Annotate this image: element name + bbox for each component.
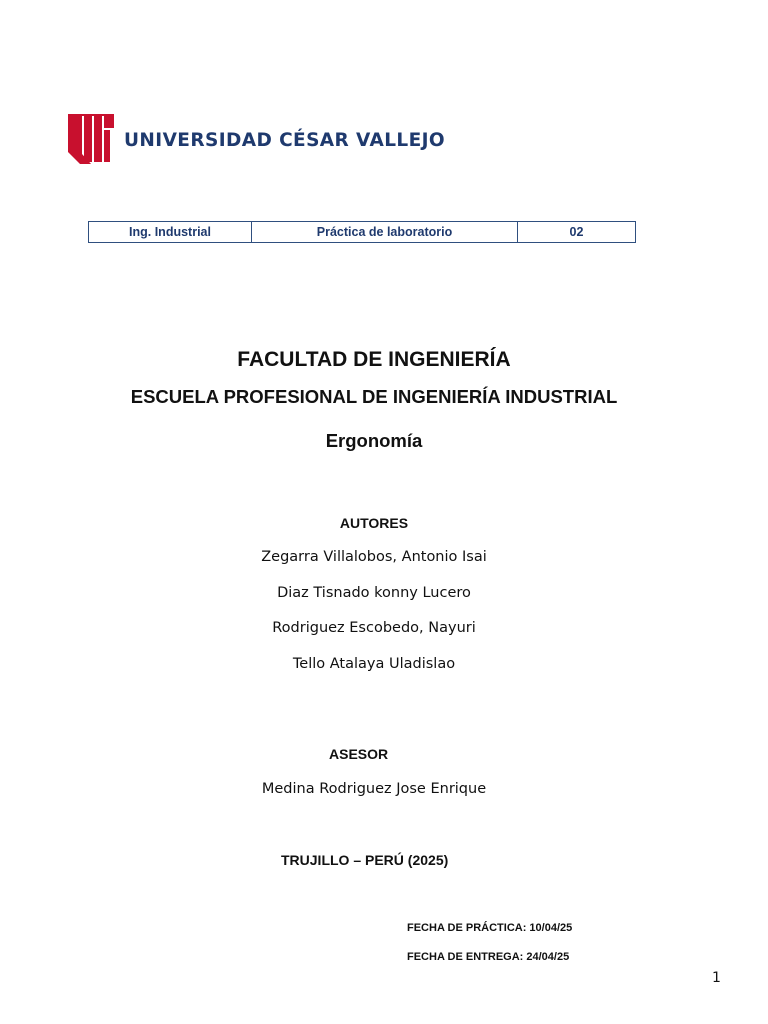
ucv-emblem-icon xyxy=(68,114,114,166)
advisor-heading: ASESOR xyxy=(329,746,389,762)
page-number: 1 xyxy=(712,970,721,986)
school-title: ESCUELA PROFESIONAL DE INGENIERÍA INDUSTRIAL xyxy=(130,386,618,407)
course-title: Ergonomía xyxy=(325,430,423,451)
university-logo xyxy=(68,114,446,168)
author-name: Zegarra Villalobos, Antonio Isai xyxy=(261,549,487,565)
career-cell: Ing. Industrial xyxy=(89,222,252,242)
info-table xyxy=(88,221,636,243)
practice-number-cell: 02 xyxy=(569,225,584,239)
faculty-title: FACULTAD DE INGENIERÍA xyxy=(237,348,511,371)
activity-cell: Práctica de laboratorio xyxy=(252,222,518,242)
advisor-name: Medina Rodriguez Jose Enrique xyxy=(261,781,487,797)
author-name: Rodriguez Escobedo, Nayuri xyxy=(272,620,476,636)
authors-heading: AUTORES xyxy=(339,515,409,531)
author-name: Tello Atalaya Uladislao xyxy=(292,656,456,672)
author-name: Diaz Tisnado konny Lucero xyxy=(277,585,471,601)
place-year: TRUJILLO – PERÚ (2025) xyxy=(281,852,449,868)
delivery-date: FECHA DE ENTREGA: 24/04/25 xyxy=(407,951,570,963)
university-name: UNIVERSIDAD CÉSAR VALLEJO xyxy=(124,130,446,151)
practice-date: FECHA DE PRÁCTICA: 10/04/25 xyxy=(407,922,573,934)
